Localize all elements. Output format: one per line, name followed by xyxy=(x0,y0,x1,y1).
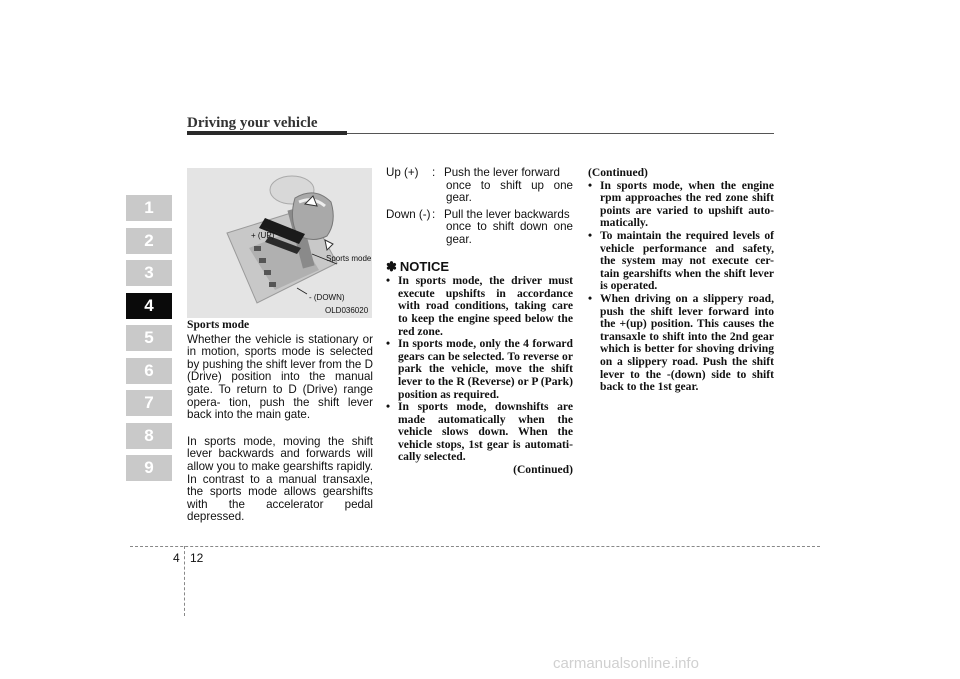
page-chapter-number: 4 xyxy=(173,551,180,565)
chapter-tab-2[interactable]: 2 xyxy=(126,228,172,254)
list-item: • In sports mode, when the engine rpm approaches the red zone shift points are varied to upshift auto- matically. xyxy=(588,180,774,230)
paragraph-sports-mode-gearshifts: In sports mode, moving the shift lever backwards and forwards will allow you to make gearshifts rapidly. In contrast to a manual transaxle, the sports mode allows gearshifts with the accelerator pedal depressed. xyxy=(187,434,374,524)
figure-code: OLD036020 xyxy=(325,306,369,315)
definition-cont-down: once to shift down one gear. xyxy=(446,220,573,246)
column-2 xyxy=(386,167,573,477)
definition-cont-up: once to shift up one gear. xyxy=(446,178,573,205)
footer-rule xyxy=(130,546,820,547)
header-bar xyxy=(187,131,347,135)
notice-heading xyxy=(386,258,573,274)
list-item: • To maintain the required levels of vehicle performance and safety, the system may not execute cer- tain gearshifts when the shift lever is operated. xyxy=(588,230,774,293)
chapter-tab-1[interactable]: 1 xyxy=(126,195,172,221)
page-header-title: Driving your vehicle xyxy=(187,115,318,131)
list-item: • When driving on a slippery road, push the shift lever forward into the +(up) position. This causes the transaxle to shift into the 2nd gear which is better for shoving driving on a slippery road. Push the shift lever to the -(down) side to shift back to the 1st gear. xyxy=(588,293,774,394)
header-rule xyxy=(347,133,774,134)
chapter-tab-3[interactable]: 3 xyxy=(126,260,172,286)
definition-up xyxy=(386,167,573,180)
footer-divider xyxy=(184,546,185,616)
column-3 xyxy=(588,167,774,394)
continued-label: (Continued) xyxy=(513,463,573,477)
list-item: • In sports mode, only the 4 forward gears can be selected. To reverse or park the vehicle, move the shift lever to the R (Reverse) or P (Park) position as required. xyxy=(386,338,573,401)
chapter-tab-8[interactable]: 8 xyxy=(126,423,172,449)
column-1 xyxy=(187,319,373,524)
definition-body-up: Push the lever forward xyxy=(444,166,560,179)
definition-term-down: Down (-) xyxy=(386,207,431,221)
chapter-tab-7[interactable]: 7 xyxy=(126,390,172,416)
chapter-tab-9[interactable]: 9 xyxy=(126,455,172,481)
notice-list-continued xyxy=(588,180,774,394)
label-down: - (DOWN) xyxy=(309,293,345,302)
label-up: + (UP) xyxy=(251,231,275,240)
chapter-tab-6[interactable]: 6 xyxy=(126,358,172,384)
shift-lever-figure xyxy=(187,168,372,318)
section-heading-sports-mode: Sports mode xyxy=(187,318,250,331)
continued-label: (Continued) xyxy=(588,166,648,179)
notice-list xyxy=(386,275,573,464)
list-item: • In sports mode, the driver must execute upshifts in accordance with road conditions, taking care to keep the engine speed below the red zone. xyxy=(386,275,573,338)
definition-separator: : xyxy=(432,166,436,179)
chapter-tab-5[interactable]: 5 xyxy=(126,325,172,351)
definition-body-down: Pull the lever backwards xyxy=(444,207,570,221)
list-item: • In sports mode, downshifts are made automatically when the vehicle slows down. When the vehicle stops, 1st gear is automati- cally selected. xyxy=(386,401,573,464)
page-number: 12 xyxy=(190,551,204,565)
chapter-tabs xyxy=(126,195,172,488)
watermark: carmanualsonline.info xyxy=(553,655,699,672)
definition-separator: : xyxy=(432,207,436,221)
label-sports-mode: Sports mode xyxy=(326,254,372,263)
chapter-tab-4[interactable]: 4 xyxy=(126,293,172,319)
paragraph-sports-mode-select: Whether the vehicle is stationary or in motion, sports mode is selected by pushing the shift lever from the D (Drive) position into the manual gate. To return to D (Drive) range opera- tion, push the shift lever back into the main gate. xyxy=(187,332,373,422)
definition-term-up: Up (+) xyxy=(386,166,419,179)
notice-title: NOTICE xyxy=(399,258,450,274)
notice-icon: ✽ xyxy=(386,258,397,274)
